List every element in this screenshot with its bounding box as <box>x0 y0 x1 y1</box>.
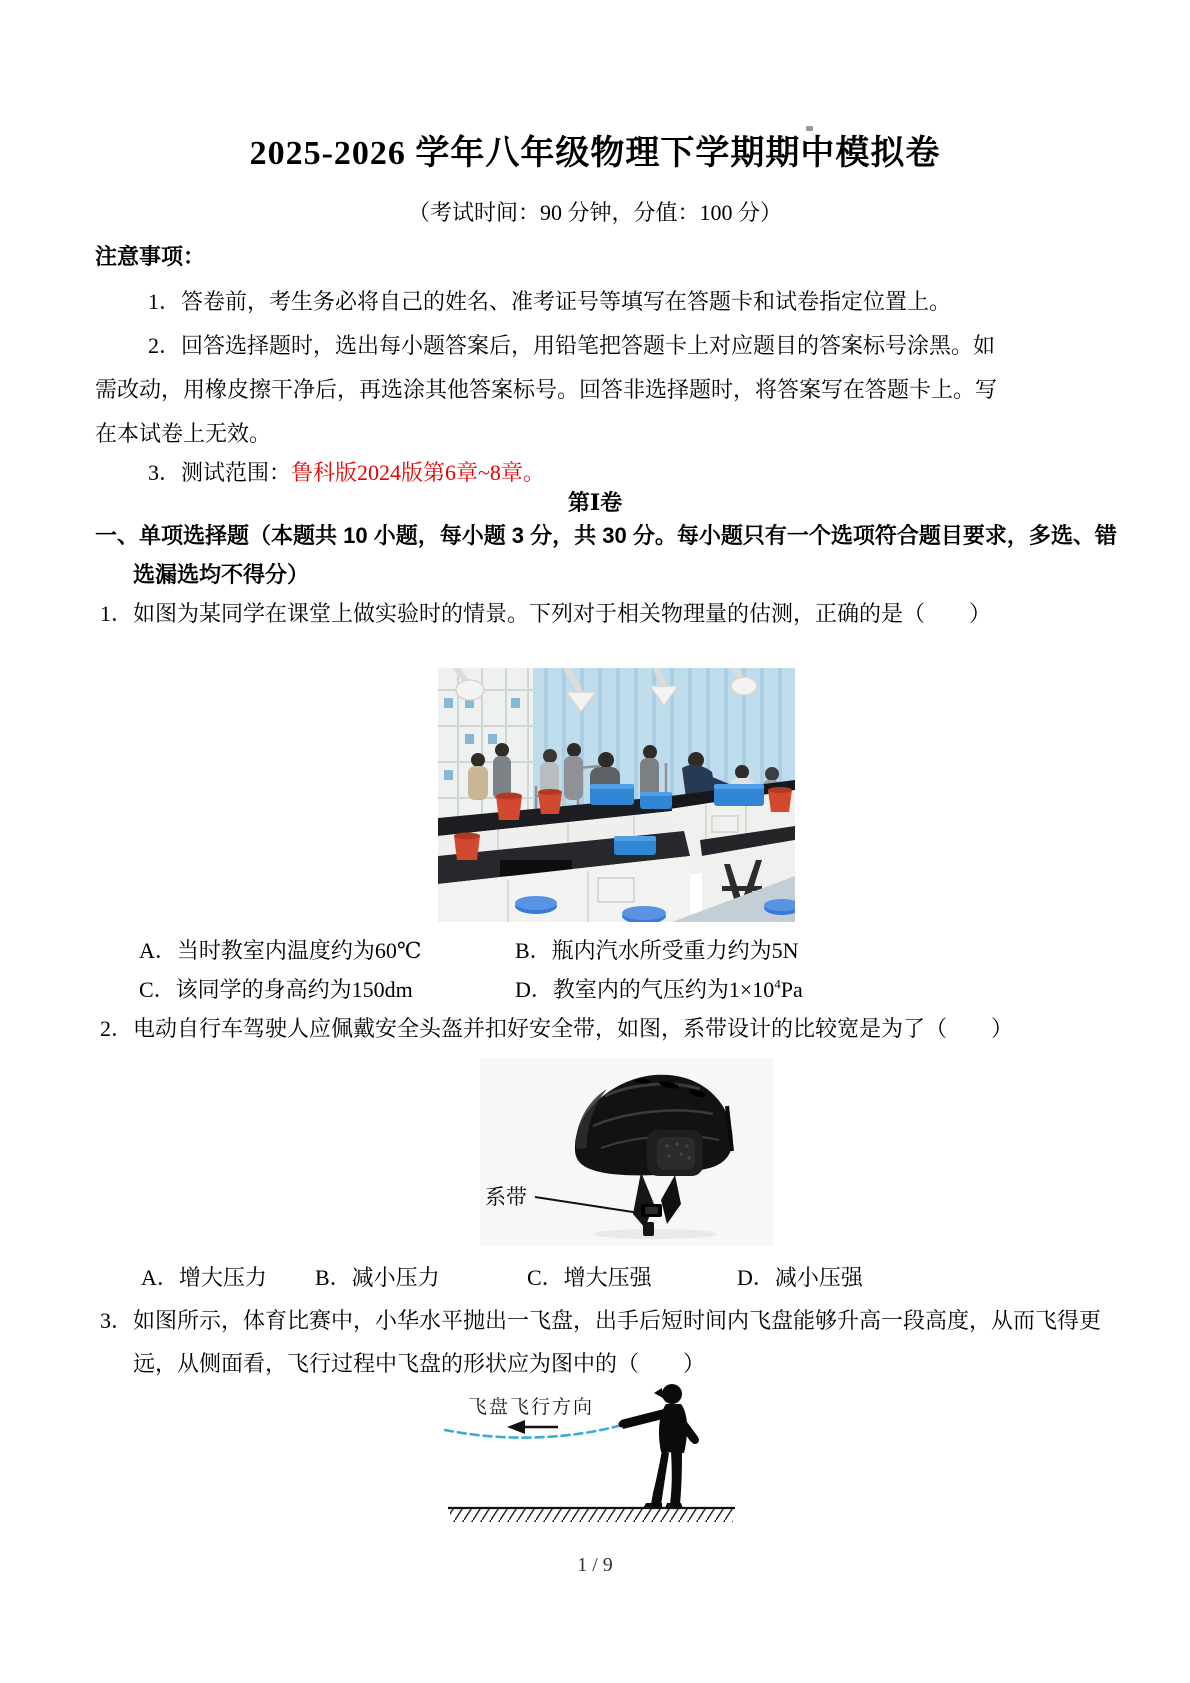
q1-option-d <box>515 976 803 1004</box>
notices-heading: 注意事项： <box>95 244 206 269</box>
q1-option-d-text: D．教室内的气压约为1×10 <box>515 977 775 1002</box>
helmet-shadow <box>593 1229 717 1239</box>
helmet-illustration <box>455 1056 775 1248</box>
helmet-figure <box>455 1056 775 1248</box>
notice-3-scope: 鲁科版2024版第6章~8章。 <box>291 460 545 485</box>
page-number: 1 / 9 <box>577 1554 613 1576</box>
section-heading-line1: 一、单项选择题（本题共 10 小题，每小题 3 分，共 30 分。每小题只有一个选项符合题目要求，多选、错 <box>95 523 1117 548</box>
q1-option-b: B．瓶内汽水所受重力约为5N <box>515 938 799 963</box>
q2-stem: 2．电动自行车驾驶人应佩戴安全头盔并扣好安全带，如图，系带设计的比较宽是为了（ ） <box>100 1016 1014 1041</box>
q2-option-d: D．减小压强 <box>737 1265 863 1290</box>
lab-photo-figure <box>438 668 795 922</box>
notice-2-line1: 2．回答选择题时，选出每小题答案后，用铅笔把答题卡上对应题目的答案标号涂黑。如 <box>148 333 996 358</box>
q3-stem-line1: 3．如图所示，体育比赛中，小华水平抛出一飞盘，出手后短时间内飞盘能够升高一段高度，从而飞得更 <box>100 1308 1102 1333</box>
volume-heading: 第Ⅰ卷 <box>567 490 623 515</box>
section-heading-line2: 选漏选均不得分） <box>133 562 310 587</box>
exam-meta: （考试时间：90 分钟，分值：100 分） <box>407 200 782 225</box>
q2-option-b: B．减小压力 <box>315 1265 440 1290</box>
flight-direction-label: 飞盘飞行方向 <box>468 1397 595 1418</box>
q1-option-a: A．当时教室内温度约为60℃ <box>139 938 422 963</box>
q1-option-c: C．该同学的身高约为150dm <box>139 977 413 1002</box>
lab-photo-illustration <box>438 668 795 922</box>
notice-1: 1．答卷前，考生务必将自己的姓名、准考证号等填写在答题卡和试卷指定位置上。 <box>148 289 952 314</box>
frisbee-figure <box>410 1380 780 1530</box>
ear-pad-inner <box>657 1137 695 1170</box>
notice-2-line3: 在本试卷上无效。 <box>95 421 272 446</box>
exam-title: 2025-2026 学年八年级物理下学期期中模拟卷 <box>249 135 941 172</box>
frisbee-illustration <box>410 1380 780 1530</box>
q3-stem-line2: 远，从侧面看，飞行过程中飞盘的形状应为图中的（ ） <box>133 1351 706 1376</box>
q2-option-a: A．增大压力 <box>141 1265 267 1290</box>
notice-2-line2: 需改动，用橡皮擦干净后，再选涂其他答案标号。回答非选择题时，将答案写在答题卡上。写 <box>95 377 998 402</box>
scan-artifact-dot <box>806 126 813 131</box>
q1-option-d-exponent: 4 <box>774 976 781 992</box>
person-silhouette <box>619 1384 700 1509</box>
strap-label: 系带 <box>485 1185 527 1209</box>
q1-option-d-unit: Pa <box>780 977 803 1002</box>
direction-arrow-icon <box>507 1420 558 1434</box>
notice-3-prefix: 3．测试范围： <box>148 460 292 485</box>
q2-option-c: C．增大压强 <box>527 1265 652 1290</box>
notice-3 <box>148 459 545 487</box>
ground-hatching <box>450 1509 733 1522</box>
q1-stem: 1．如图为某同学在课堂上做实验时的情景。下列对于相关物理量的估测，正确的是（ ） <box>100 601 992 626</box>
